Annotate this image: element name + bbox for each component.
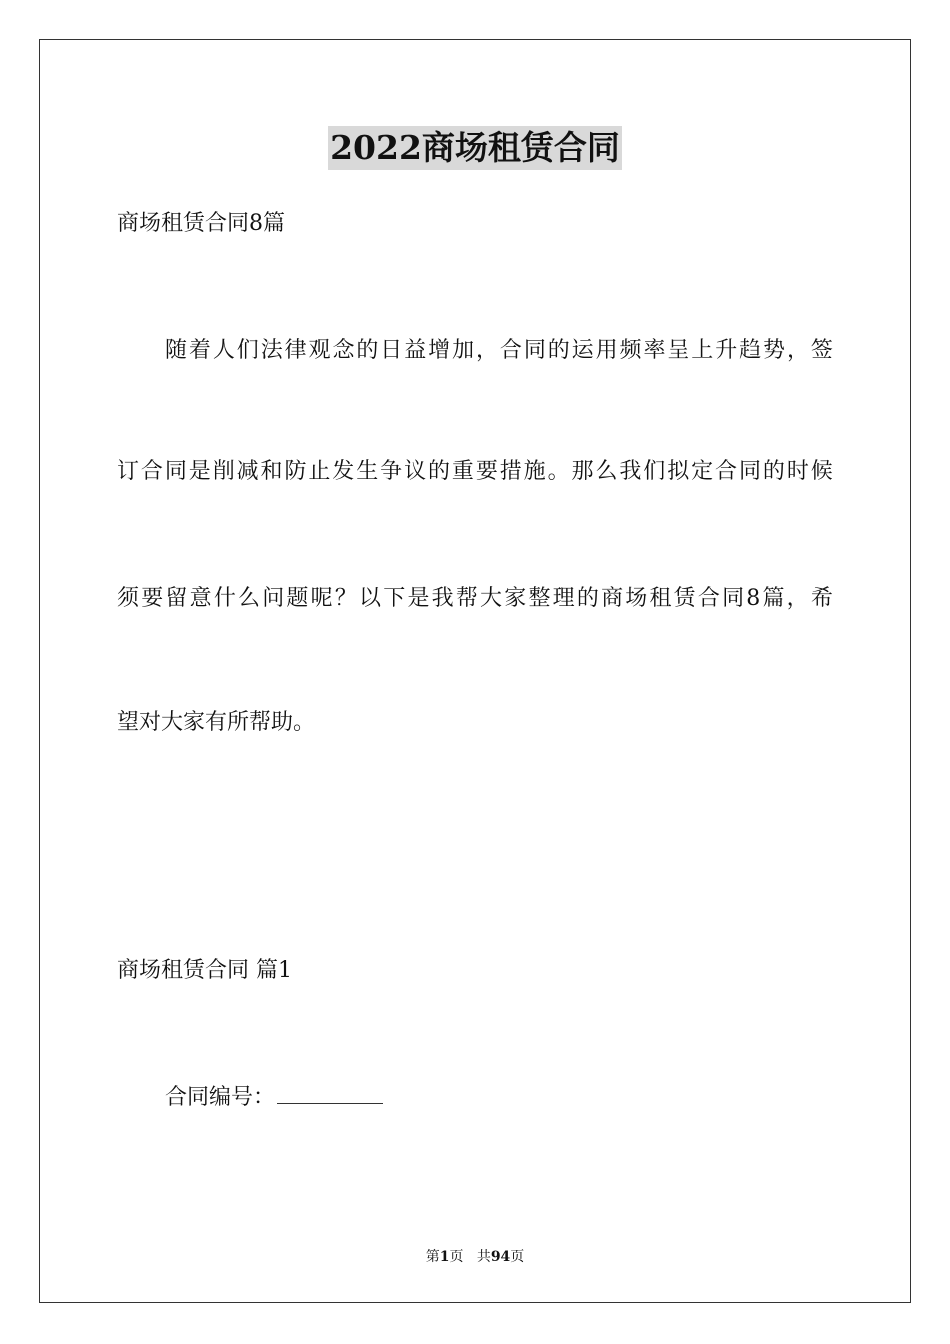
- intro-char: 合: [697, 586, 720, 611]
- intro-char: 增: [428, 338, 451, 363]
- intro-char: 留: [165, 586, 188, 611]
- footer-total-pages: 94: [490, 1249, 511, 1265]
- intro-line-2: [117, 457, 833, 487]
- contract-number-label: 合同编号：: [165, 1085, 276, 1110]
- intro-char: 观: [308, 338, 331, 363]
- intro-char: 8: [746, 586, 761, 611]
- footer-page-prefix: 第: [425, 1249, 440, 1265]
- intro-char: 篇: [762, 586, 785, 611]
- intro-char: 减: [236, 459, 259, 484]
- intro-char: 商: [601, 586, 624, 611]
- intro-char: 的: [427, 459, 450, 484]
- intro-char: 那: [571, 459, 594, 484]
- intro-char: ，: [786, 586, 809, 611]
- intro-char: 争: [380, 459, 403, 484]
- intro-char: 的: [576, 586, 599, 611]
- intro-char: 签: [810, 338, 833, 363]
- intro-char: 。: [547, 459, 570, 484]
- intro-char: 是: [188, 459, 211, 484]
- intro-char: 同: [523, 338, 546, 363]
- document-title: 2022商场租赁合同: [328, 126, 622, 170]
- intro-char: 呢: [310, 586, 333, 611]
- intro-char: 须: [117, 586, 140, 611]
- intro-char: 么: [238, 586, 261, 611]
- intro-char: 频: [619, 338, 642, 363]
- intro-char: 时: [786, 459, 809, 484]
- intro-char: 措: [499, 459, 522, 484]
- intro-char: 议: [404, 459, 427, 484]
- intro-char: 施: [523, 459, 546, 484]
- intro-char: 念: [332, 338, 355, 363]
- intro-char: 下: [383, 586, 406, 611]
- intro-char: 的: [356, 338, 379, 363]
- intro-char: 要: [475, 459, 498, 484]
- intro-char: 势: [763, 338, 786, 363]
- intro-char: 希: [810, 586, 833, 611]
- intro-char: 趋: [739, 338, 762, 363]
- intro-char: 用: [595, 338, 618, 363]
- intro-char: 合: [499, 338, 522, 363]
- intro-char: 问: [262, 586, 285, 611]
- intro-char: 帮: [455, 586, 478, 611]
- intro-char: 生: [356, 459, 379, 484]
- intro-char: 削: [212, 459, 235, 484]
- intro-char: 随: [165, 338, 188, 363]
- intro-char: 我: [431, 586, 454, 611]
- intro-char: 是: [407, 586, 430, 611]
- intro-char: 订: [117, 459, 140, 484]
- intro-char: 的: [762, 459, 785, 484]
- intro-char: 意: [189, 586, 212, 611]
- intro-line-3: [117, 584, 833, 614]
- intro-char: 上: [691, 338, 714, 363]
- intro-char: 同: [722, 586, 745, 611]
- intro-char: 升: [715, 338, 738, 363]
- intro-char: ，: [475, 338, 498, 363]
- intro-char: 大: [480, 586, 503, 611]
- intro-char: 止: [308, 459, 331, 484]
- intro-char: 的: [547, 338, 570, 363]
- intro-char: 日: [380, 338, 403, 363]
- footer-page-suffix: 页: [449, 1249, 464, 1265]
- intro-char: 和: [260, 459, 283, 484]
- intro-char: 整: [528, 586, 551, 611]
- intro-char: 防: [284, 459, 307, 484]
- intro-char: 呈: [667, 338, 690, 363]
- intro-char: ，: [786, 338, 809, 363]
- contract-number-blank[interactable]: [277, 1081, 383, 1104]
- intro-char: 么: [595, 459, 618, 484]
- intro-char: ？: [334, 586, 357, 611]
- intro-line-4: 望对大家有所帮助。: [117, 710, 316, 735]
- document-subtitle: 商场租赁合同8篇: [117, 211, 285, 236]
- intro-char: 以: [359, 586, 382, 611]
- footer-total-suffix: 页: [510, 1249, 525, 1265]
- intro-char: 什: [213, 586, 236, 611]
- intro-char: 益: [404, 338, 427, 363]
- intro-char: 定: [691, 459, 714, 484]
- intro-char: 发: [332, 459, 355, 484]
- section-heading: 商场租赁合同 篇1: [117, 958, 292, 983]
- intro-char: 同: [738, 459, 761, 484]
- intro-char: 合: [715, 459, 738, 484]
- contract-number-row: [165, 1081, 383, 1113]
- intro-char: 要: [141, 586, 164, 611]
- intro-char: 理: [552, 586, 575, 611]
- intro-char: 拟: [667, 459, 690, 484]
- intro-char: 运: [571, 338, 594, 363]
- page-footer: [0, 1247, 950, 1267]
- intro-char: 们: [236, 338, 259, 363]
- intro-char: 家: [504, 586, 527, 611]
- intro-char: 候: [810, 459, 833, 484]
- intro-char: 合: [140, 459, 163, 484]
- footer-page-number: 1: [439, 1249, 450, 1265]
- intro-char: 率: [643, 338, 666, 363]
- intro-char: 租: [649, 586, 672, 611]
- intro-char: 着: [188, 338, 211, 363]
- intro-char: 赁: [673, 586, 696, 611]
- intro-char: 重: [451, 459, 474, 484]
- intro-char: 人: [212, 338, 235, 363]
- footer-total-prefix: 共: [476, 1249, 491, 1265]
- intro-char: 同: [164, 459, 187, 484]
- intro-char: 场: [625, 586, 648, 611]
- intro-char: 加: [452, 338, 475, 363]
- intro-char: 法: [260, 338, 283, 363]
- intro-char: 律: [284, 338, 307, 363]
- intro-char: 题: [286, 586, 309, 611]
- title-container: [0, 126, 950, 170]
- intro-char: 我: [619, 459, 642, 484]
- intro-line-1: [165, 336, 833, 366]
- intro-char: 们: [643, 459, 666, 484]
